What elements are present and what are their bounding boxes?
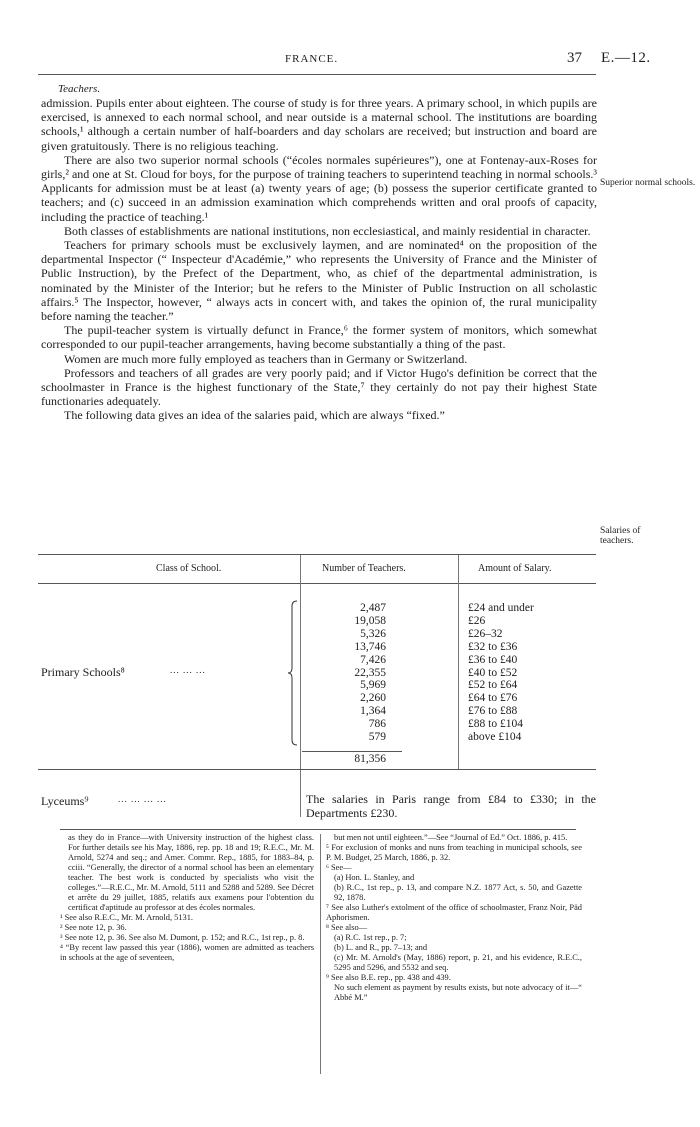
header-rule	[38, 74, 596, 75]
salary-cell: £32 to £36	[468, 640, 518, 653]
teacher-count-cell: 13,746	[354, 640, 386, 653]
footnote-rule	[60, 829, 576, 830]
footnote-9: ⁹ See also B.E. rep., pp. 438 and 439.	[326, 973, 451, 982]
footnote-continued: as they do in France—with University instruction of the highest class. For further details see his May, 1886, rep. pp. 18 and 19; R.E.C., Mr. M. Arnold, 5274 and seq.; and Amer. Commr. Rep., 1885, for 1883–84, p. cciii. “Generally, the director of a normal school has been an elementary teacher. The best work is conducted by specialists who visit the colleges.”—R.E.C., Mr. M. Arnold, 5111 and 5288 and 5289. See Décret et arrête du 29 juillet, 1885, relatifs aux examens pour l'obtention du certificat d'aptitude au professor at des écoles normales.	[68, 833, 314, 912]
salary-cell: £76 to £88	[468, 705, 518, 718]
teacher-count-cell: 19,058	[354, 614, 386, 627]
footnote-3: ³ See note 12, p. 36. See also M. Dumont, p. 152; and R.C., 1st rep., p. 8.	[60, 933, 305, 942]
paragraph-superior-normal: There are also two superior normal schools (“écoles normales supérieures”), one at Fontenay-aux-Roses for girls,² and one at St. Cloud for boys, for the purpose of training teachers to superintend teaching in normal schools.³ Applicants for admission must be at least (a) twenty years of age; (b) possess the superior certificate granted to teachers; and (c) succeed in an admission examination which comprehends written and oral proofs of capacity, including the practice of teaching.¹	[41, 152, 597, 224]
footnote-7: ⁷ See also Luther's extolment of the office of schoolmaster, Franz Noir, Päd Aphorismen.	[326, 903, 582, 922]
salary-cell: above £104	[468, 731, 522, 743]
row-label-primary-dots: ... ... ...	[170, 665, 206, 675]
salary-cell: £52 to £64	[468, 679, 518, 692]
footnote-8b: (b) L. and R., pp. 7–13; and	[334, 943, 428, 952]
footnote-8: ⁸ See also—	[326, 923, 368, 932]
teacher-count-cell: 579	[368, 731, 386, 743]
lyceums-salaries: The salaries in Paris range from £84 to £330; in the Departments £230.	[306, 792, 596, 820]
margin-note-salaries: Salaries of teachers.	[600, 526, 641, 546]
teacher-count-cell: 5,969	[360, 679, 386, 692]
salary-cell: £40 to £52	[468, 666, 518, 679]
table-header-rule	[38, 583, 596, 584]
teacher-count-cell: 786	[368, 718, 386, 731]
paragraph-establishments: Both classes of establishments are national institutions, non ecclesiastical, and mainly residential in character.	[64, 223, 591, 238]
page-number: 37	[567, 50, 582, 66]
document-reference: E.—12.	[601, 50, 651, 66]
footnotes-right	[326, 833, 582, 1003]
footnote-1: ¹ See also R.E.C., Mr. M. Arnold, 5131.	[60, 913, 194, 922]
col-header-number: Number of Teachers.	[322, 563, 406, 574]
row-label-primary-schools: Primary Schools⁸	[41, 665, 125, 679]
footnote-column-divider	[320, 834, 321, 1074]
total-rule	[302, 751, 402, 752]
footnote-5: ⁵ For exclusion of monks and nuns from teaching in municipal schools, see P. M. Budget, 25 March, 1886, p. 32.	[326, 843, 582, 862]
brace-primary	[287, 600, 299, 746]
table-divider-right	[458, 555, 459, 769]
footnote-2: ² See note 12, p. 36.	[60, 923, 127, 932]
footnote-8a: (a) R.C. 1st rep., p. 7;	[334, 933, 407, 942]
footnote-8c: (c) Mr. M. Arnold's (May, 1886) report, p. 21, and his evidence, R.E.C., 5295 and 5296, and 5532 and seq.	[334, 953, 582, 972]
margin-note-superior-normal: Superior normal schools.	[600, 178, 696, 188]
table-top-rule	[38, 554, 596, 555]
body-text	[41, 96, 597, 423]
footnote-6a: (a) Hon. L. Stanley, and	[334, 873, 415, 882]
paragraph-admission: admission. Pupils enter about eighteen. The course of study is for three years. A primary school, in which pupils are exercised, is annexed to each normal school, and near outside is a maternal school. The institutions are boarding schools,¹ although a certain number of half-boarders and day scholars are received; but instruction and board are given gratuitously. There is no religious teaching.	[41, 96, 597, 153]
salary-cell: £26–32	[468, 627, 503, 640]
running-head: Teachers.	[58, 83, 101, 95]
teacher-count-cell: 2,260	[360, 692, 386, 705]
salary-cell: £64 to £76	[468, 692, 518, 705]
total-teachers: 81,356	[354, 753, 386, 765]
table-mid-rule	[38, 769, 596, 770]
teacher-count-cell: 1,364	[360, 705, 386, 718]
footnote-4-continued: but men not until eighteen.”—See “Journal of Ed.” Oct. 1886, p. 415.	[334, 833, 568, 842]
salary-cell: £26	[468, 614, 486, 627]
col-header-salary: Amount of Salary.	[478, 563, 552, 574]
footnote-9-note: No such element as payment by results exists, but note advocacy of it—“ Abbé M.”	[334, 983, 582, 1002]
paragraph-nomination: Teachers for primary schools must be exclusively laymen, and are nominated⁴ on the proposition of the departmental Inspector (“ Inspecteur d'Académie,” who represents the University of France and the Minister of Public Instruction), by the Prefect of the Department, who, as chief of the departmental administration, is nominated by the Minister of the Interior; but he refers to the Minister of Public Instruction on all scholastic affairs.⁵ The Inspector, however, “ always acts in concert with, and takes the opinion of, the rural municipality before naming the teacher.”	[41, 238, 597, 324]
teacher-count-cell: 7,426	[360, 653, 386, 666]
table-divider-left	[300, 555, 301, 817]
paragraph-professors: Professors and teachers of all grades are very poorly paid; and if Victor Hugo's definition be correct that the schoolmaster in France is the highest functionary of the State,⁷ they certainly do not pay their highest State functionaries adequately.	[41, 365, 597, 409]
salary-cell: £24 and under	[468, 602, 534, 614]
footnote-4: ⁴ “By recent law passed this year (1886), women are admitted as teachers in schools at the age of seventeen,	[60, 943, 314, 962]
teacher-count-cell: 5,326	[360, 627, 386, 640]
row-label-lyceums-dots: ... ... ... ...	[118, 794, 167, 804]
footnote-6: ⁶ See—	[326, 863, 352, 872]
salary-cell: £36 to £40	[468, 653, 518, 666]
teacher-count-cell: 2,487	[360, 602, 386, 614]
paragraph-women: Women are much more fully employed as teachers than in Germany or Switzerland.	[64, 351, 468, 366]
page-header-country: FRANCE.	[285, 53, 339, 65]
teacher-count-cell: 22,355	[354, 666, 386, 679]
salary-cell: £88 to £104	[468, 718, 523, 731]
footnotes-left	[60, 833, 314, 963]
paragraph-salaries-intro: The following data gives an idea of the salaries paid, which are always “fixed.”	[64, 408, 445, 423]
footnote-6b: (b) R.C., 1st rep., p. 13, and compare N.Z. 1877 Act, s. 50, and Gazette 92, 1878.	[334, 883, 582, 902]
col-header-class: Class of School.	[156, 563, 222, 574]
row-label-lyceums: Lyceums⁹	[41, 794, 89, 808]
paragraph-pupil-teacher: The pupil-teacher system is virtually defunct in France,⁶ the former system of monitors, which somewhat corresponded to our pupil-teacher arrangements, having become substantially a thing of the past.	[41, 323, 597, 352]
